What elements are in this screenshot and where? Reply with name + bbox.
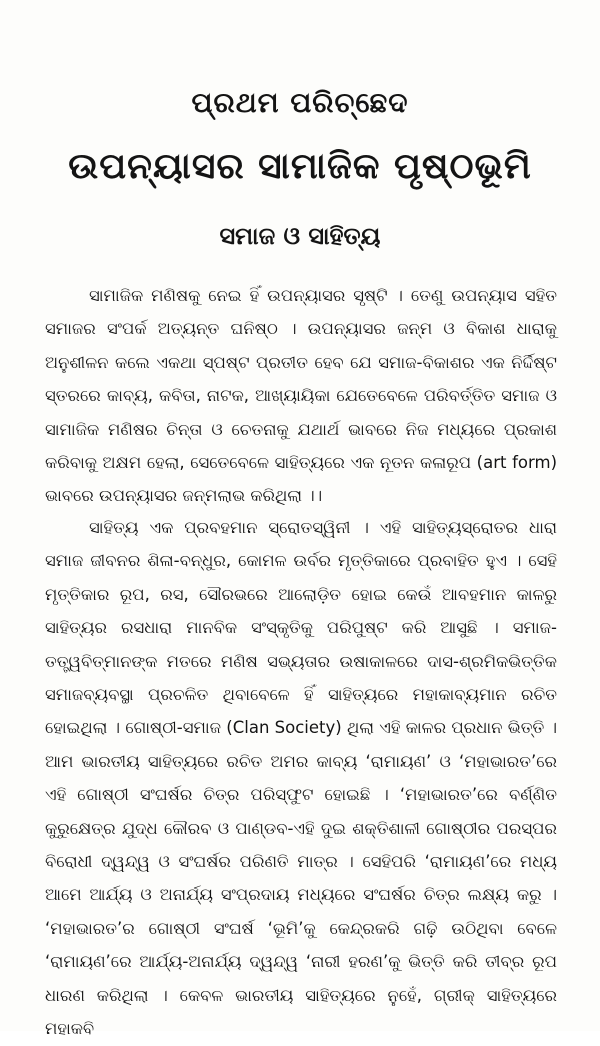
chapter-title: ଉପନ୍ୟାସର ସାମାଜିକ ପୃଷ୍ଠଭୂମି xyxy=(68,146,532,187)
paragraph-2: ସାହିତ୍ୟ ଏକ ପ୍ରବହମାନ ସ୍ରୋତସ୍ୱିନୀ । ଏହି ସାହିତ୍ୟସ୍ରୋତର ଧାରା ସମାଜ ଜୀବନର ଶିଳା-ବନ୍ଧୁର, କୋମଳ ଉର୍ବର ମୃତ୍ତିକାରେ ପ୍ରବାହିତ ହୁଏ । ସେହି ମୃତ୍ତିକାର ରୂପ, ରସ, ସୌରଭରେ ଆଲୋଡ଼ିତ ହୋଇ କେଉଁ ଆବହମାନ କାଳରୁ ସାହିତ୍ୟର ରସଧାରା ମାନବିକ ସଂସ୍କୃତିକୁ ପରିପୁଷ୍ଟ କରି ଆସୁଛି । ସମାଜ-ତତ୍ତ୍ୱବିତ୍‌ମାନଙ୍କ ମତରେ ମଣିଷ ସଭ୍ୟତାର ଉଷାକାଳରେ ଦାସ-ଶ୍ରମିକଭିତ୍ତିକ ସମାଜବ୍ୟବସ୍ଥା ପ୍ରଚଳିତ ଥିବାବେଳେ ହିଁ ସାହିତ୍ୟରେ ମହାକାବ୍ୟମାନ ରଚିତ ହୋଇଥିଲା । ଗୋଷ୍ଠୀ-ସମାଜ (Clan Society) ଥିଲା ଏହି କାଳର ପ୍ରଧାନ ଭିତ୍ତି । ଆମ ଭାରତୀୟ ସାହିତ୍ୟରେ ରଚିତ ଅମର କାବ୍ୟ ‘ରାମାୟଣ’ ଓ ‘ମହାଭାରତ’ରେ ଏହି ଗୋଷ୍ଠୀ ସଂଘର୍ଷର ଚିତ୍ର ପରିସ୍ଫୁଟ ହୋଇଛି । ‘ମହାଭାରତ’ରେ ବର୍ଣ୍ଣିତ କୁରୁକ୍ଷେତ୍ର ଯୁଦ୍ଧ କୌରବ ଓ ପାଣ୍ଡବ-ଏହି ଦୁଇ ଶକ୍ତିଶାଳୀ ଗୋଷ୍ଠୀର ପରସ୍ପର ବିରୋଧୀ ଦ୍ୱନ୍ଦ୍ୱ ଓ ସଂଘର୍ଷର ପରିଣତି ମାତ୍ର । ସେହିପରି ‘ରାମାୟଣ’ରେ ମଧ୍ୟ ଆମେ ଆର୍ଯ୍ୟ ଓ ଅନାର୍ଯ୍ୟ ସଂପ୍ରଦାୟ ମଧ୍ୟରେ ସଂଘର୍ଷର ଚିତ୍ର ଲକ୍ଷ୍ୟ କରୁ । ‘ମହାଭାରତ’ର ଗୋଷ୍ଠୀ ସଂଘର୍ଷ ‘ଭୂମି’କୁ କେନ୍ଦ୍ରକରି ଗଢ଼ି ଉଠିଥିବା ବେଳେ ‘ରାମାୟଣ’ରେ ଆର୍ଯ୍ୟ-ଅନାର୍ଯ୍ୟ ଦ୍ୱନ୍ଦ୍ୱ ‘ନାରୀ ହରଣ’କୁ ଭିତ୍ତି କରି ତୀବ୍ର ରୂପ ଧାରଣ କରିଥିଲା । କେବଳ ଭାରତୀୟ ସାହିତ୍ୟରେ ନୁହେଁ, ଗ୍ରୀକ୍ ସାହିତ୍ୟରେ ମହାକବି xyxy=(45,518,557,1039)
paragraph-1: ସାମାଜିକ ମଣିଷକୁ ନେଇ ହିଁ ଉପନ୍ୟାସର ସୃଷ୍ଟି । ତେଣୁ ଉପନ୍ୟାସ ସହିତ ସମାଜର ସଂପର୍କ ଅତ୍ୟନ୍ତ ଘନିଷ୍ଠ । ଉପନ୍ୟାସର ଜନ୍ମ ଓ ବିକାଶ ଧାରାକୁ ଅନୁଶୀଳନ କଲେ ଏକଥା ସ୍ପଷ୍ଟ ପ୍ରତୀତ ହେବ ଯେ ସମାଜ-ବିକାଶର ଏକ ନିର୍ଦ୍ଦିଷ୍ଟ ସ୍ତରରେ କାବ୍ୟ, କବିତା, ନାଟକ, ଆଖ୍ୟାୟିକା ଯେତେବେଳେ ପରିବର୍ତ୍ତିତ ସମାଜ ଓ ସାମାଜିକ ମଣିଷର ଚିନ୍ତା ଓ ଚେତନାକୁ ଯଥାର୍ଥ ଭାବରେ ନିଜ ମଧ୍ୟରେ ପ୍ରକାଶ କରିବାକୁ ଅକ୍ଷମ ହେଲା, ସେତେବେଳେ ସାହିତ୍ୟରେ ଏକ ନୂତନ କଳାରୂପ (art form) ଭାବରେ ଉପନ୍ୟାସର ଜନ୍ମଲାଭ କରିଥିଲା ।। xyxy=(45,286,557,506)
section-title: ସମାଜ ଓ ସାହିତ୍ୟ xyxy=(219,222,381,250)
chapter-label: ପ୍ରଥମ ପରିଚ୍ଛେଦ xyxy=(191,86,409,119)
